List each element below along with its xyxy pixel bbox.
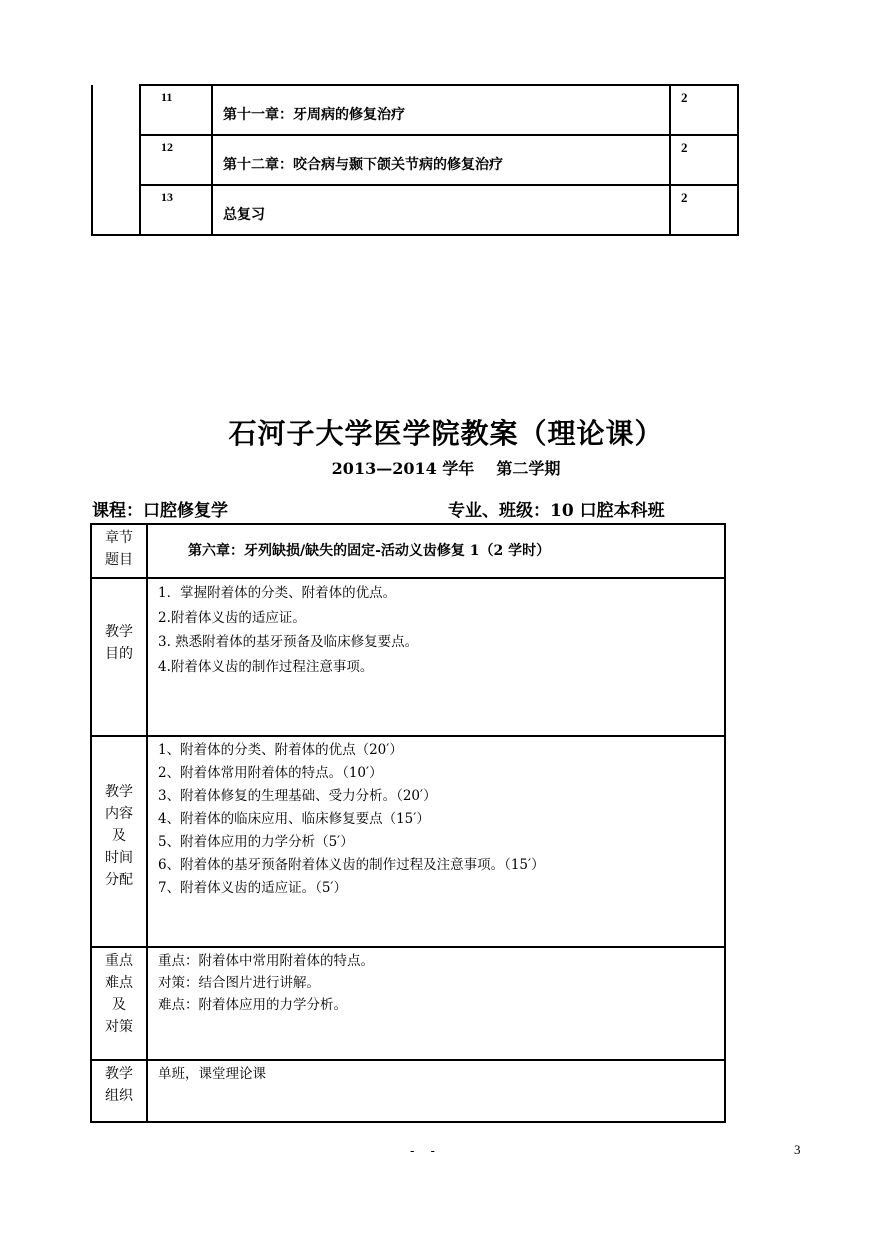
label-line: 重点 [105,953,133,969]
focus-label [91,947,147,1060]
focus-row [91,947,725,1060]
organization-row [91,1060,725,1122]
course-name: 课程：口腔修复学 [92,501,228,521]
content-item: 1、附着体的分类、附着体的优点（20′） [158,742,403,758]
chapter-row [91,524,725,578]
objective-item: 2.附着体义齿的适应证。 [158,609,306,626]
objective-item: 4.附着体义齿的制作过程注意事项。 [158,658,374,675]
schedule-table [91,84,739,236]
content-item: 7、附着体义齿的适应证。（5′） [158,880,347,896]
document-title: 石河子大学医学院教案（理论课） [228,417,664,450]
objective-item: 3. 熟悉附着体的基牙预备及临床修复要点。 [158,634,419,650]
course-info-line [92,496,712,522]
content-item: 2、附着体常用附着体的特点。（10′） [158,765,383,781]
label-line: 教学 [105,1066,133,1082]
page-number: 3 [794,1142,801,1157]
label-line: 教学 [105,624,133,640]
focus-list [147,947,725,1060]
lesson-plan-table [90,523,726,1123]
lesson-number: 11 [140,85,212,135]
content-item: 3、附着体修复的生理基础、受力分析。（20′） [158,788,437,804]
label-line: 教学 [105,784,133,800]
label-line: 及 [112,997,126,1013]
label-line: 章节 [105,530,133,546]
footer-dashes: - - [410,1144,441,1159]
table-row [92,185,738,235]
blank-cell [92,85,140,235]
objectives-row [91,578,725,736]
organization-label [91,1060,147,1122]
academic-year: 2013—2014 学年 [331,459,475,478]
objective-item: 1．掌握附着体的分类、附着体的优点。 [158,585,397,601]
label-line: 时间 [105,850,133,866]
table-row [92,135,738,185]
lesson-hours: 2 [670,85,738,135]
lesson-hours: 2 [670,135,738,185]
focus-item: 重点：附着体中常用附着体的特点。 [158,953,374,969]
objectives-label [91,578,147,736]
label-line: 难点 [105,975,133,991]
content-item: 6、附着体的基牙预备附着体义齿的制作过程及注意事项。（15′） [158,857,545,873]
semester: 第二学期 [496,459,561,478]
content-row [91,736,725,947]
chapter-title: 第六章：牙列缺损/缺失的固定-活动义齿修复 1（2 学时） [147,524,725,578]
table-row [92,85,738,135]
label-line: 题目 [105,552,133,568]
label-line: 组织 [105,1088,133,1104]
lesson-title: 总复习 [212,185,670,235]
lesson-number: 13 [140,185,212,235]
label-line: 及 [112,828,126,844]
label-line: 目的 [105,646,133,662]
lesson-title: 第十一章：牙周病的修复治疗 [212,85,670,135]
organization-value: 单班，课堂理论课 [147,1060,725,1122]
lesson-title: 第十二章：咬合病与颞下颌关节病的修复治疗 [212,135,670,185]
focus-item: 对策：结合图片进行讲解。 [158,975,320,991]
focus-item: 难点：附着体应用的力学分析。 [158,997,347,1013]
label-line: 对策 [105,1019,133,1035]
lesson-hours: 2 [670,185,738,235]
label-line: 内容 [105,806,133,822]
class-info: 专业、班级：10 口腔本科班 [448,501,665,521]
objectives-list [147,578,725,736]
content-item: 4、附着体的临床应用、临床修复要点（15′） [158,811,430,827]
label-line: 分配 [105,872,133,888]
content-item: 5、附着体应用的力学分析（5′） [158,834,354,850]
academic-year-line [0,456,892,479]
chapter-label [91,524,147,578]
lesson-number: 12 [140,135,212,185]
content-list [147,736,725,947]
content-label [91,736,147,947]
